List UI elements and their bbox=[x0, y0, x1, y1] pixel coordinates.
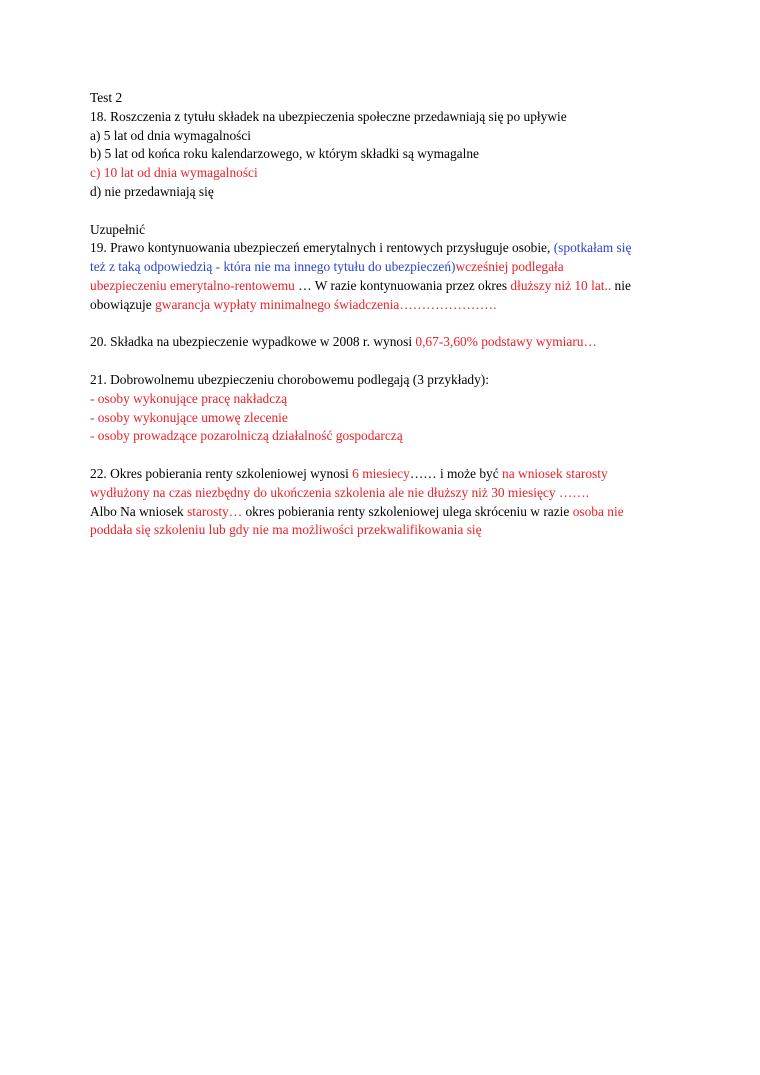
q19-answer-4: gwarancja wypłaty minimalnego świadczenia bbox=[155, 296, 400, 312]
q19-note-2: też z taką odpowiedzią - która nie ma innego tytułu do ubezpieczeń) bbox=[90, 259, 456, 275]
question-19 bbox=[90, 239, 680, 314]
question-22-line-2: wydłużony na czas niezbędny do ukończenia szkolenia ale nie dłuższy niż 30 miesięcy ……. bbox=[90, 484, 590, 500]
q19-note-1: (spotkałam się bbox=[553, 240, 632, 256]
question-22-line-1 bbox=[90, 465, 680, 484]
blank-line bbox=[90, 202, 680, 221]
question-20 bbox=[90, 333, 680, 352]
q19-dots: …………………. bbox=[399, 296, 497, 312]
question-22-line-3 bbox=[90, 503, 680, 522]
question-19-line-3 bbox=[90, 277, 680, 296]
q22-answer-4: osoba nie bbox=[572, 503, 624, 519]
question-22 bbox=[90, 465, 680, 540]
q21-answer-2: - osoby wykonujące umowę zlecenie bbox=[90, 409, 288, 425]
test-heading: Test 2 bbox=[90, 90, 123, 105]
blank-line bbox=[90, 352, 680, 371]
q19-answer-1: wcześniej podlegała bbox=[455, 259, 564, 275]
q22-text-2: …… i może być bbox=[409, 465, 503, 481]
q22-text-4: okres pobierania renty szkoleniowej ulega skróceniu w razie bbox=[242, 503, 573, 519]
q19-text-1: 19. Prawo kontynuowania ubezpieczeń emerytalnych i rentowych przysługuje osobie, bbox=[90, 240, 554, 256]
q19-answer-3: dłuższy niż 10 lat.. bbox=[510, 277, 612, 293]
blank-line bbox=[90, 446, 680, 465]
document-page bbox=[90, 89, 680, 540]
q21-answer-3: - osoby prowadzące pozarolniczą działalność gospodarczą bbox=[90, 428, 403, 444]
q21-answer-1: - osoby wykonujące pracę nakładczą bbox=[90, 390, 288, 406]
question-21-text: 21. Dobrowolnemu ubezpieczeniu chorobowemu podlegają (3 przykłady): bbox=[90, 371, 489, 387]
question-18-text: 18. Roszczenia z tytułu składek na ubezpieczenia społeczne przedawniają się po upływie bbox=[90, 108, 567, 124]
option-a: a) 5 lat od dnia wymagalności bbox=[90, 127, 252, 143]
question-19-line-2 bbox=[90, 258, 680, 277]
q22-text-3: Albo Na wniosek bbox=[90, 503, 188, 519]
q20-answer: 0,67-3,60% podstawy wymiaru… bbox=[415, 334, 597, 350]
q19-text-4: obowiązuje bbox=[90, 296, 156, 312]
q22-answer-3: starosty… bbox=[187, 503, 243, 519]
section-fill-heading: Uzupełnić bbox=[90, 221, 146, 237]
question-19-line-1 bbox=[90, 239, 680, 258]
q22-answer-1: 6 miesiecy bbox=[352, 465, 410, 481]
question-18 bbox=[90, 108, 680, 202]
question-21 bbox=[90, 371, 680, 446]
q22-answer-2: na wniosek starosty bbox=[502, 465, 608, 481]
question-19-line-4 bbox=[90, 296, 680, 315]
option-b: b) 5 lat od końca roku kalendarzowego, w którym składki są wymagalne bbox=[90, 146, 479, 162]
q22-text-1: 22. Okres pobierania renty szkoleniowej wynosi bbox=[90, 465, 353, 481]
question-22-line-4: poddała się szkoleniu lub gdy nie ma możliwości przekwalifikowania się bbox=[90, 522, 482, 538]
q19-answer-2: ubezpieczeniu emerytalno-rentowemu bbox=[90, 277, 295, 293]
option-d: d) nie przedawniają się bbox=[90, 183, 214, 199]
q19-text-3: nie bbox=[611, 277, 631, 293]
question-20-line bbox=[90, 333, 680, 352]
option-c-answer: c) 10 lat od dnia wymagalności bbox=[90, 165, 258, 181]
blank-line bbox=[90, 315, 680, 334]
q20-text: 20. Składka na ubezpieczenie wypadkowe w 2008 r. wynosi bbox=[90, 334, 416, 350]
q19-text-2: … W razie kontynuowania przez okres bbox=[294, 277, 511, 293]
